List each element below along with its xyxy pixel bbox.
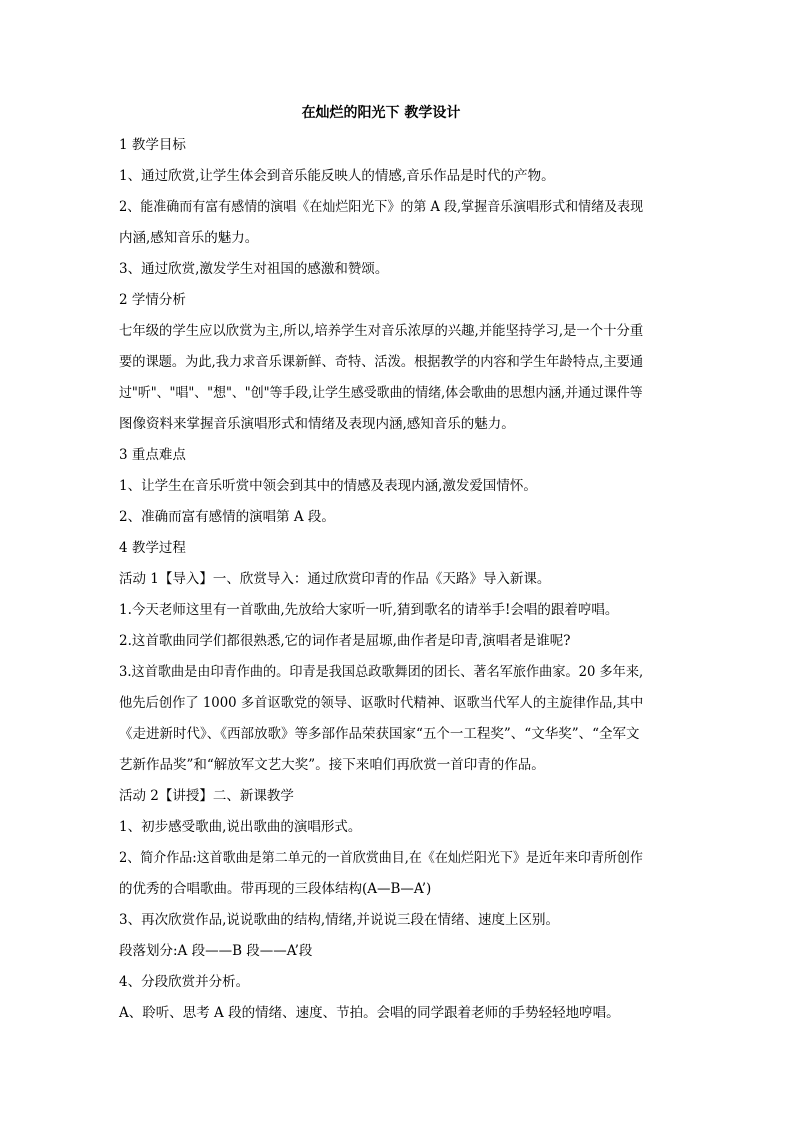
activity-1-step-3-line-3: 《走进新时代》、《西部放歌》等多部作品荣获国家“五个一工程奖”、“文华奖”、“全军文 [119, 726, 640, 742]
heading-student-analysis: 2 学情分析 [119, 292, 186, 308]
activity-2-step-1: 1、初步感受歌曲,说出歌曲的演唱形式。 [119, 819, 362, 835]
heading-process: 4 教学过程 [119, 540, 186, 556]
activity-2-step-2-line-2: 的优秀的合唱歌曲。带再现的三段体结构(A—B—A’) [119, 881, 432, 897]
heading-objectives: 1 教学目标 [119, 137, 186, 153]
activity-1-step-1: 1.今天老师这里有一首歌曲,先放给大家听一听,猜到歌名的请举手!会唱的跟着哼唱。 [119, 602, 619, 618]
analysis-line-3: 过"听"、"唱"、"想"、"创"等手段,让学生感受歌曲的情绪,体会歌曲的思想内涵,并通过课件等 [119, 385, 643, 401]
activity-1-step-3-line-1: 3.这首歌曲是由印青作曲的。印青是我国总政歌舞团的团长、著名军旅作曲家。20 多年来, [119, 664, 644, 680]
objective-1: 1、通过欣赏,让学生体会到音乐能反映人的情感,音乐作品是时代的产物。 [119, 168, 555, 184]
activity-1-step-3-line-4: 艺新作品奖”和“解放军文艺大奖”。接下来咱们再欣赏一首印青的作品。 [119, 757, 545, 773]
objective-3: 3、通过欣赏,激发学生对祖国的感激和赞颂。 [119, 261, 389, 277]
activity-2-heading: 活动 2【讲授】二、新课教学 [119, 788, 294, 804]
document-title: 在灿烂的阳光下 教学设计 [301, 105, 461, 121]
objective-2-line-1: 2、能准确而有富有感情的演唱《在灿烂阳光下》的第 A 段,掌握音乐演唱形式和情绪及表现 [119, 199, 644, 215]
analysis-line-1: 七年级的学生应以欣赏为主,所以,培养学生对音乐浓厚的兴趣,并能坚持学习,是一个十分重 [119, 323, 644, 339]
activity-2-step-2-line-1: 2、简介作品:这首歌曲是第二单元的一首欣赏曲目,在《在灿烂阳光下》是近年来印青所创作 [119, 850, 643, 866]
activity-1-step-2: 2.这首歌曲同学们都很熟悉,它的词作者是屈塬,曲作者是印青,演唱者是谁呢? [119, 633, 571, 649]
document-body [119, 132, 643, 1031]
analysis-line-4: 图像资料来掌握音乐演唱形式和情绪及表现内涵,感知音乐的魅力。 [119, 416, 515, 432]
document-page [119, 100, 643, 1031]
key-point-2: 2、准确而富有感情的演唱第 A 段。 [119, 509, 335, 525]
activity-1-step-3-line-2: 他先后创作了 1000 多首讴歌党的领导、讴歌时代精神、讴歌当代军人的主旋律作品,其中 [119, 695, 644, 711]
key-point-1: 1、让学生在音乐听赏中领会到其中的情感及表现内涵,激发爱国情怀。 [119, 478, 537, 494]
objective-2-line-2: 内涵,感知音乐的魅力。 [119, 230, 259, 246]
activity-2-step-4: 4、分段欣赏并分析。 [119, 974, 250, 990]
activity-1-heading: 活动 1【导入】一、欣赏导入：通过欣赏印青的作品《天路》导入新课。 [119, 571, 551, 587]
activity-2-step-3: 3、再次欣赏作品,说说歌曲的结构,情绪,并说说三段在情绪、速度上区别。 [119, 912, 559, 928]
section-division: 段落划分:A 段——B 段——A’段 [119, 943, 313, 959]
activity-2-step-4-a: A、聆听、思考 A 段的情绪、速度、节拍。会唱的同学跟着老师的手势轻轻地哼唱。 [119, 1005, 620, 1021]
heading-key-points: 3 重点难点 [119, 447, 186, 463]
analysis-line-2: 要的课题。为此,我力求音乐课新鲜、奇特、活泼。根据教学的内容和学生年龄特点,主要通 [119, 354, 644, 370]
